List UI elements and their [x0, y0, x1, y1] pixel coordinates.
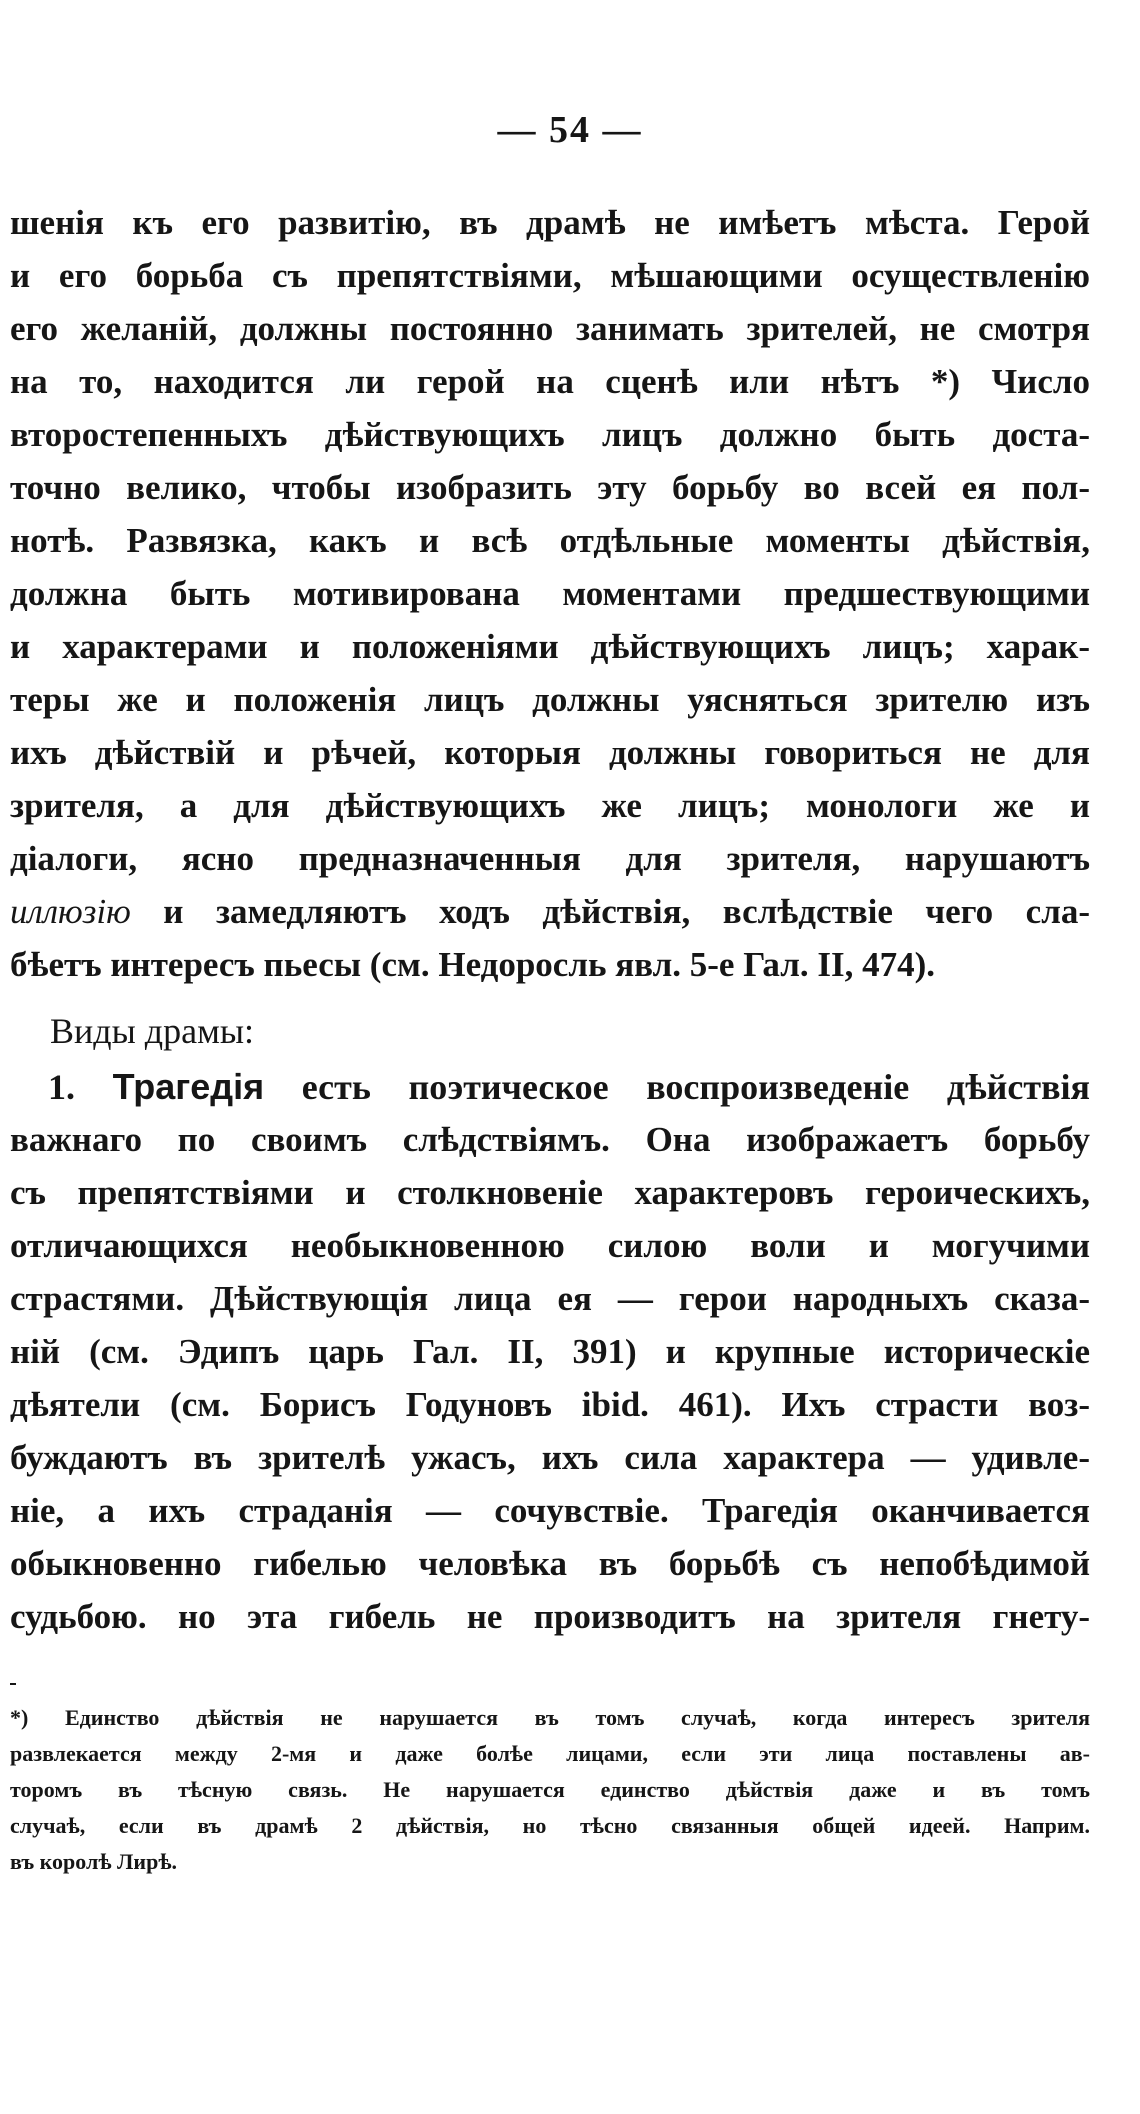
text-line: [10, 885, 1090, 938]
text-fragment: есть поэтическое воспроизведеніе дѣйствія: [264, 1067, 1090, 1107]
text-line: судьбою. но эта гибель не производитъ на зрителя гнету-: [10, 1597, 1090, 1636]
item-number: 1.: [48, 1067, 75, 1107]
text-line: зрителя, а для дѣйствующихъ же лицъ; монологи же и: [10, 786, 1090, 825]
text-line: діалоги, ясно предназначенныя для зрителя, нарушаютъ: [10, 839, 1090, 878]
footnote-rule: [10, 1683, 16, 1685]
footnote: [10, 1700, 1090, 1880]
text-line: и характерами и положеніями дѣйствующихъ лицъ; харак-: [10, 627, 1090, 666]
italic-word-illusion: иллюзію: [10, 892, 131, 931]
heading-kinds-of-drama: Виды драмы:: [50, 1011, 255, 1051]
text-line: ній (см. Эдипъ царь Гал. II, 391) и крупные историческіе: [10, 1332, 1090, 1371]
page-number: — 54 —: [497, 109, 643, 151]
text-line: съ препятствіями и столкновеніе характеровъ героическихъ,: [10, 1173, 1090, 1212]
section-heading: [10, 1005, 1090, 1058]
text-line: буждаютъ въ зрителѣ ужасъ, ихъ сила характера — удивле-: [10, 1438, 1090, 1477]
text-line: на то, находится ли герой на сценѣ или нѣтъ *) Число: [10, 362, 1090, 401]
text-fragment: и замедляютъ ходъ дѣйствія, вслѣдствіе чего сла-: [130, 892, 1090, 931]
text-line: отличающихся необыкновенною силою воли и могучими: [10, 1226, 1090, 1265]
paragraph-tragedy: [10, 1060, 1090, 1643]
text-line: и его борьба съ препятствіями, мѣшающими осуществленію: [10, 256, 1090, 295]
text-line: [10, 1060, 1090, 1113]
term-tragedy: Трагедія: [112, 1066, 265, 1107]
footnote-line: развлекается между 2-мя и даже болѣе лицами, если эти лица поставлены ав-: [10, 1741, 1090, 1766]
text-line: обыкновенно гибелью человѣка въ борьбѣ съ непобѣдимой: [10, 1544, 1090, 1583]
text-line: точно велико, чтобы изобразить эту борьбу во всей ея пол-: [10, 468, 1090, 507]
text-line: теры же и положенія лицъ должны уясняться зрителю изъ: [10, 680, 1090, 719]
footnote-line: случаѣ, если въ драмѣ 2 дѣйствія, но тѣсно связанныя общей идеей. Наприм.: [10, 1813, 1090, 1838]
text-line: второстепенныхъ дѣйствующихъ лицъ должно быть доста-: [10, 415, 1090, 454]
text-line: его желаній, должны постоянно занимать зрителей, не смотря: [10, 309, 1090, 348]
text-line: нотѣ. Развязка, какъ и всѣ отдѣльные моменты дѣйствія,: [10, 521, 1090, 560]
footnote-line: торомъ въ тѣсную связь. Не нарушается единство дѣйствія даже и въ томъ: [10, 1777, 1090, 1802]
text-line: ніе, а ихъ страданія — сочувствіе. Трагедія оканчивается: [10, 1491, 1090, 1530]
text-line: важнаго по своимъ слѣдствіямъ. Она изображаетъ борьбу: [10, 1120, 1090, 1159]
text-line: ихъ дѣйствій и рѣчей, которыя должны говориться не для: [10, 733, 1090, 772]
text-line: бѣетъ интересъ пьесы (см. Недоросль явл. 5-е Гал. II, 474).: [10, 945, 935, 984]
text-line: страстями. Дѣйствующія лица ея — герои народныхъ сказа-: [10, 1279, 1090, 1318]
text-line: шенія къ его развитію, въ драмѣ не имѣетъ мѣста. Герой: [10, 203, 1090, 242]
footnote-line: въ королѣ Лирѣ.: [10, 1849, 178, 1874]
text-line: должна быть мотивирована моментами предшествующими: [10, 574, 1090, 613]
footnote-line: *) Единство дѣйствія не нарушается въ томъ случаѣ, когда интересъ зрителя: [10, 1705, 1090, 1730]
paragraph-drama-unity: [10, 196, 1090, 991]
text-line: дѣятели (см. Борисъ Годуновъ ibid. 461). Ихъ страсти воз-: [10, 1385, 1090, 1424]
